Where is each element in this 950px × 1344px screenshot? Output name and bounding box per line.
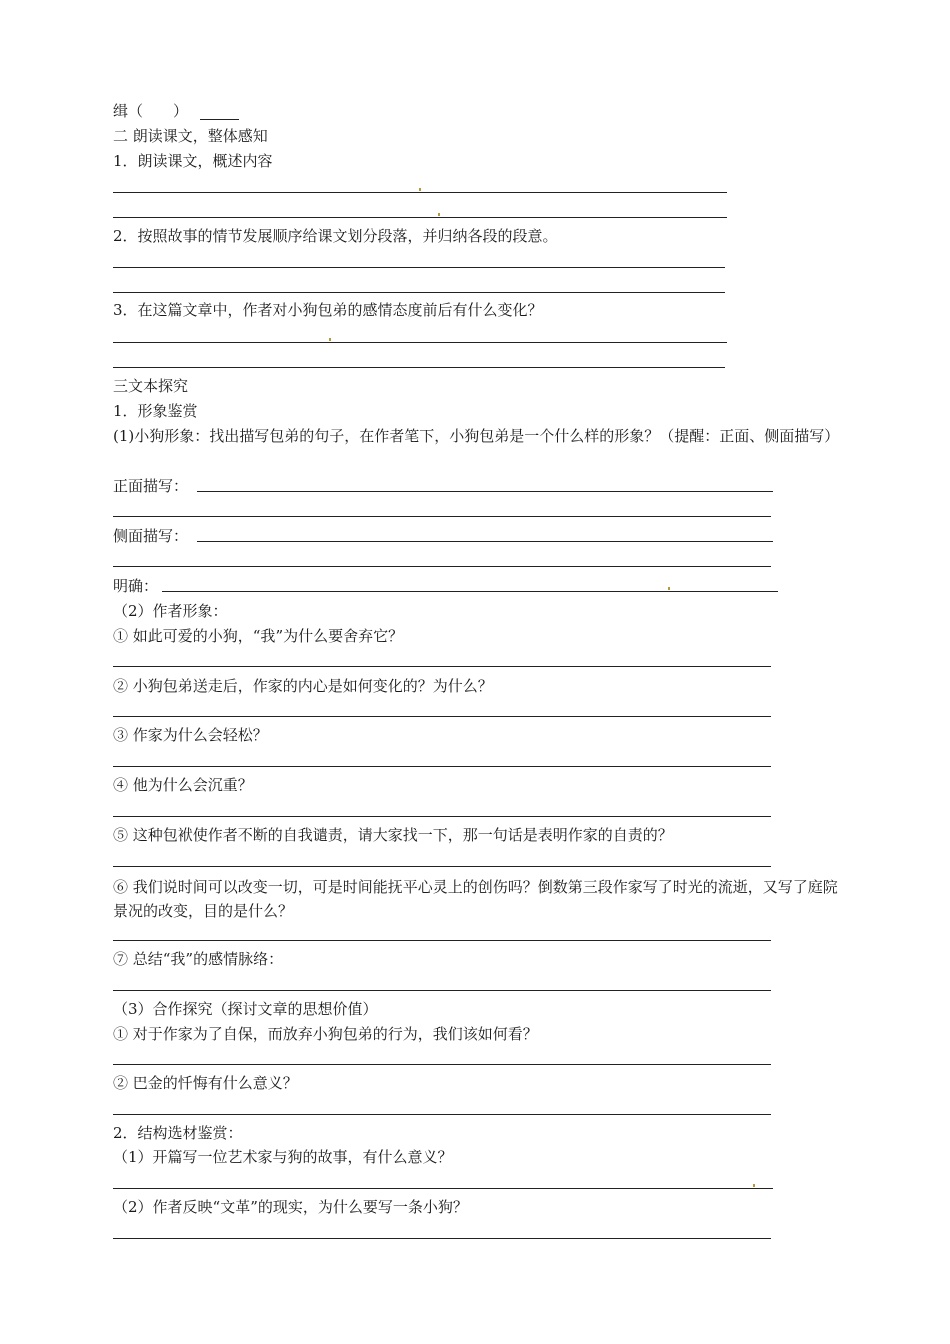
answer-blank[interactable] — [200, 119, 239, 120]
answer-line[interactable] — [113, 1238, 771, 1239]
answer-line[interactable] — [113, 367, 725, 368]
marker-dot — [753, 1184, 755, 1187]
answer-line[interactable] — [113, 666, 771, 667]
answer-line[interactable] — [113, 866, 771, 867]
answer-line[interactable] — [113, 292, 725, 293]
question: 1．形象鉴赏 — [113, 402, 198, 420]
answer-line[interactable] — [197, 541, 773, 542]
question: 3．在这篇文章中，作者对小狗包弟的感情态度前后有什么变化？ — [113, 301, 543, 319]
question: ⑤ 这种包袱使作者不断的自我谴责，请大家找一下，那一句话是表明作家的自责的？ — [113, 826, 673, 844]
vocab-item: 缉（ ） — [113, 102, 189, 120]
question: ② 巴金的忏悔有什么意义？ — [113, 1074, 298, 1092]
question: ① 对于作家为了自保，而放弃小狗包弟的行为，我们该如何看？ — [113, 1025, 538, 1043]
question: 2．结构选材鉴赏： — [113, 1124, 243, 1142]
question: ③ 作家为什么会轻松？ — [113, 726, 268, 744]
label-side: 侧面描写： — [113, 527, 189, 545]
question: ① 如此可爱的小狗，“我”为什么要舍弃它？ — [113, 627, 404, 645]
answer-line[interactable] — [113, 1188, 773, 1189]
answer-line[interactable] — [113, 217, 727, 218]
section-heading: 三文本探究 — [113, 377, 189, 395]
answer-line[interactable] — [162, 591, 778, 592]
marker-dot — [438, 213, 440, 216]
answer-line[interactable] — [113, 990, 771, 991]
section-heading: 二 朗读课文，整体感知 — [113, 127, 268, 145]
answer-line[interactable] — [113, 1064, 771, 1065]
marker-dot — [668, 587, 670, 590]
label-clear: 明确： — [113, 577, 159, 595]
question: (1)小狗形象：找出描写包弟的句子，在作者笔下，小狗包弟是一个什么样的形象？（提醒：正面、侧面描写） — [113, 427, 840, 445]
answer-line[interactable] — [113, 1114, 771, 1115]
answer-line[interactable] — [113, 516, 771, 517]
answer-line[interactable] — [113, 716, 771, 717]
answer-line[interactable] — [113, 766, 771, 767]
question: （1）开篇写一位艺术家与狗的故事，有什么意义？ — [113, 1148, 453, 1166]
question: ② 小狗包弟送走后，作家的内心是如何变化的？为什么？ — [113, 677, 493, 695]
label-front: 正面描写： — [113, 477, 189, 495]
marker-dot — [419, 188, 421, 191]
question: ⑦ 总结“我”的感情脉络： — [113, 950, 284, 968]
question: 1．朗读课文，概述内容 — [113, 152, 273, 170]
question: （3）合作探究（探讨文章的思想价值） — [113, 1000, 378, 1018]
answer-line[interactable] — [197, 491, 773, 492]
answer-line[interactable] — [113, 192, 727, 193]
question: （2）作者形象： — [113, 602, 228, 620]
marker-dot — [329, 338, 331, 341]
question: （2）作者反映“文革”的现实，为什么要写一条小狗？ — [113, 1198, 468, 1216]
question: ⑥ 我们说时间可以改变一切，可是时间能抚平心灵上的创伤吗？倒数第三段作家写了时光的流逝，又写了庭院景况的改变，目的是什么？ — [113, 878, 838, 920]
question: 2．按照故事的情节发展顺序给课文划分段落，并归纳各段的段意。 — [113, 227, 558, 245]
answer-line[interactable] — [113, 566, 771, 567]
answer-line[interactable] — [113, 940, 771, 941]
answer-line[interactable] — [113, 267, 725, 268]
question: ④ 他为什么会沉重？ — [113, 776, 253, 794]
answer-line[interactable] — [113, 816, 771, 817]
answer-line[interactable] — [113, 342, 727, 343]
